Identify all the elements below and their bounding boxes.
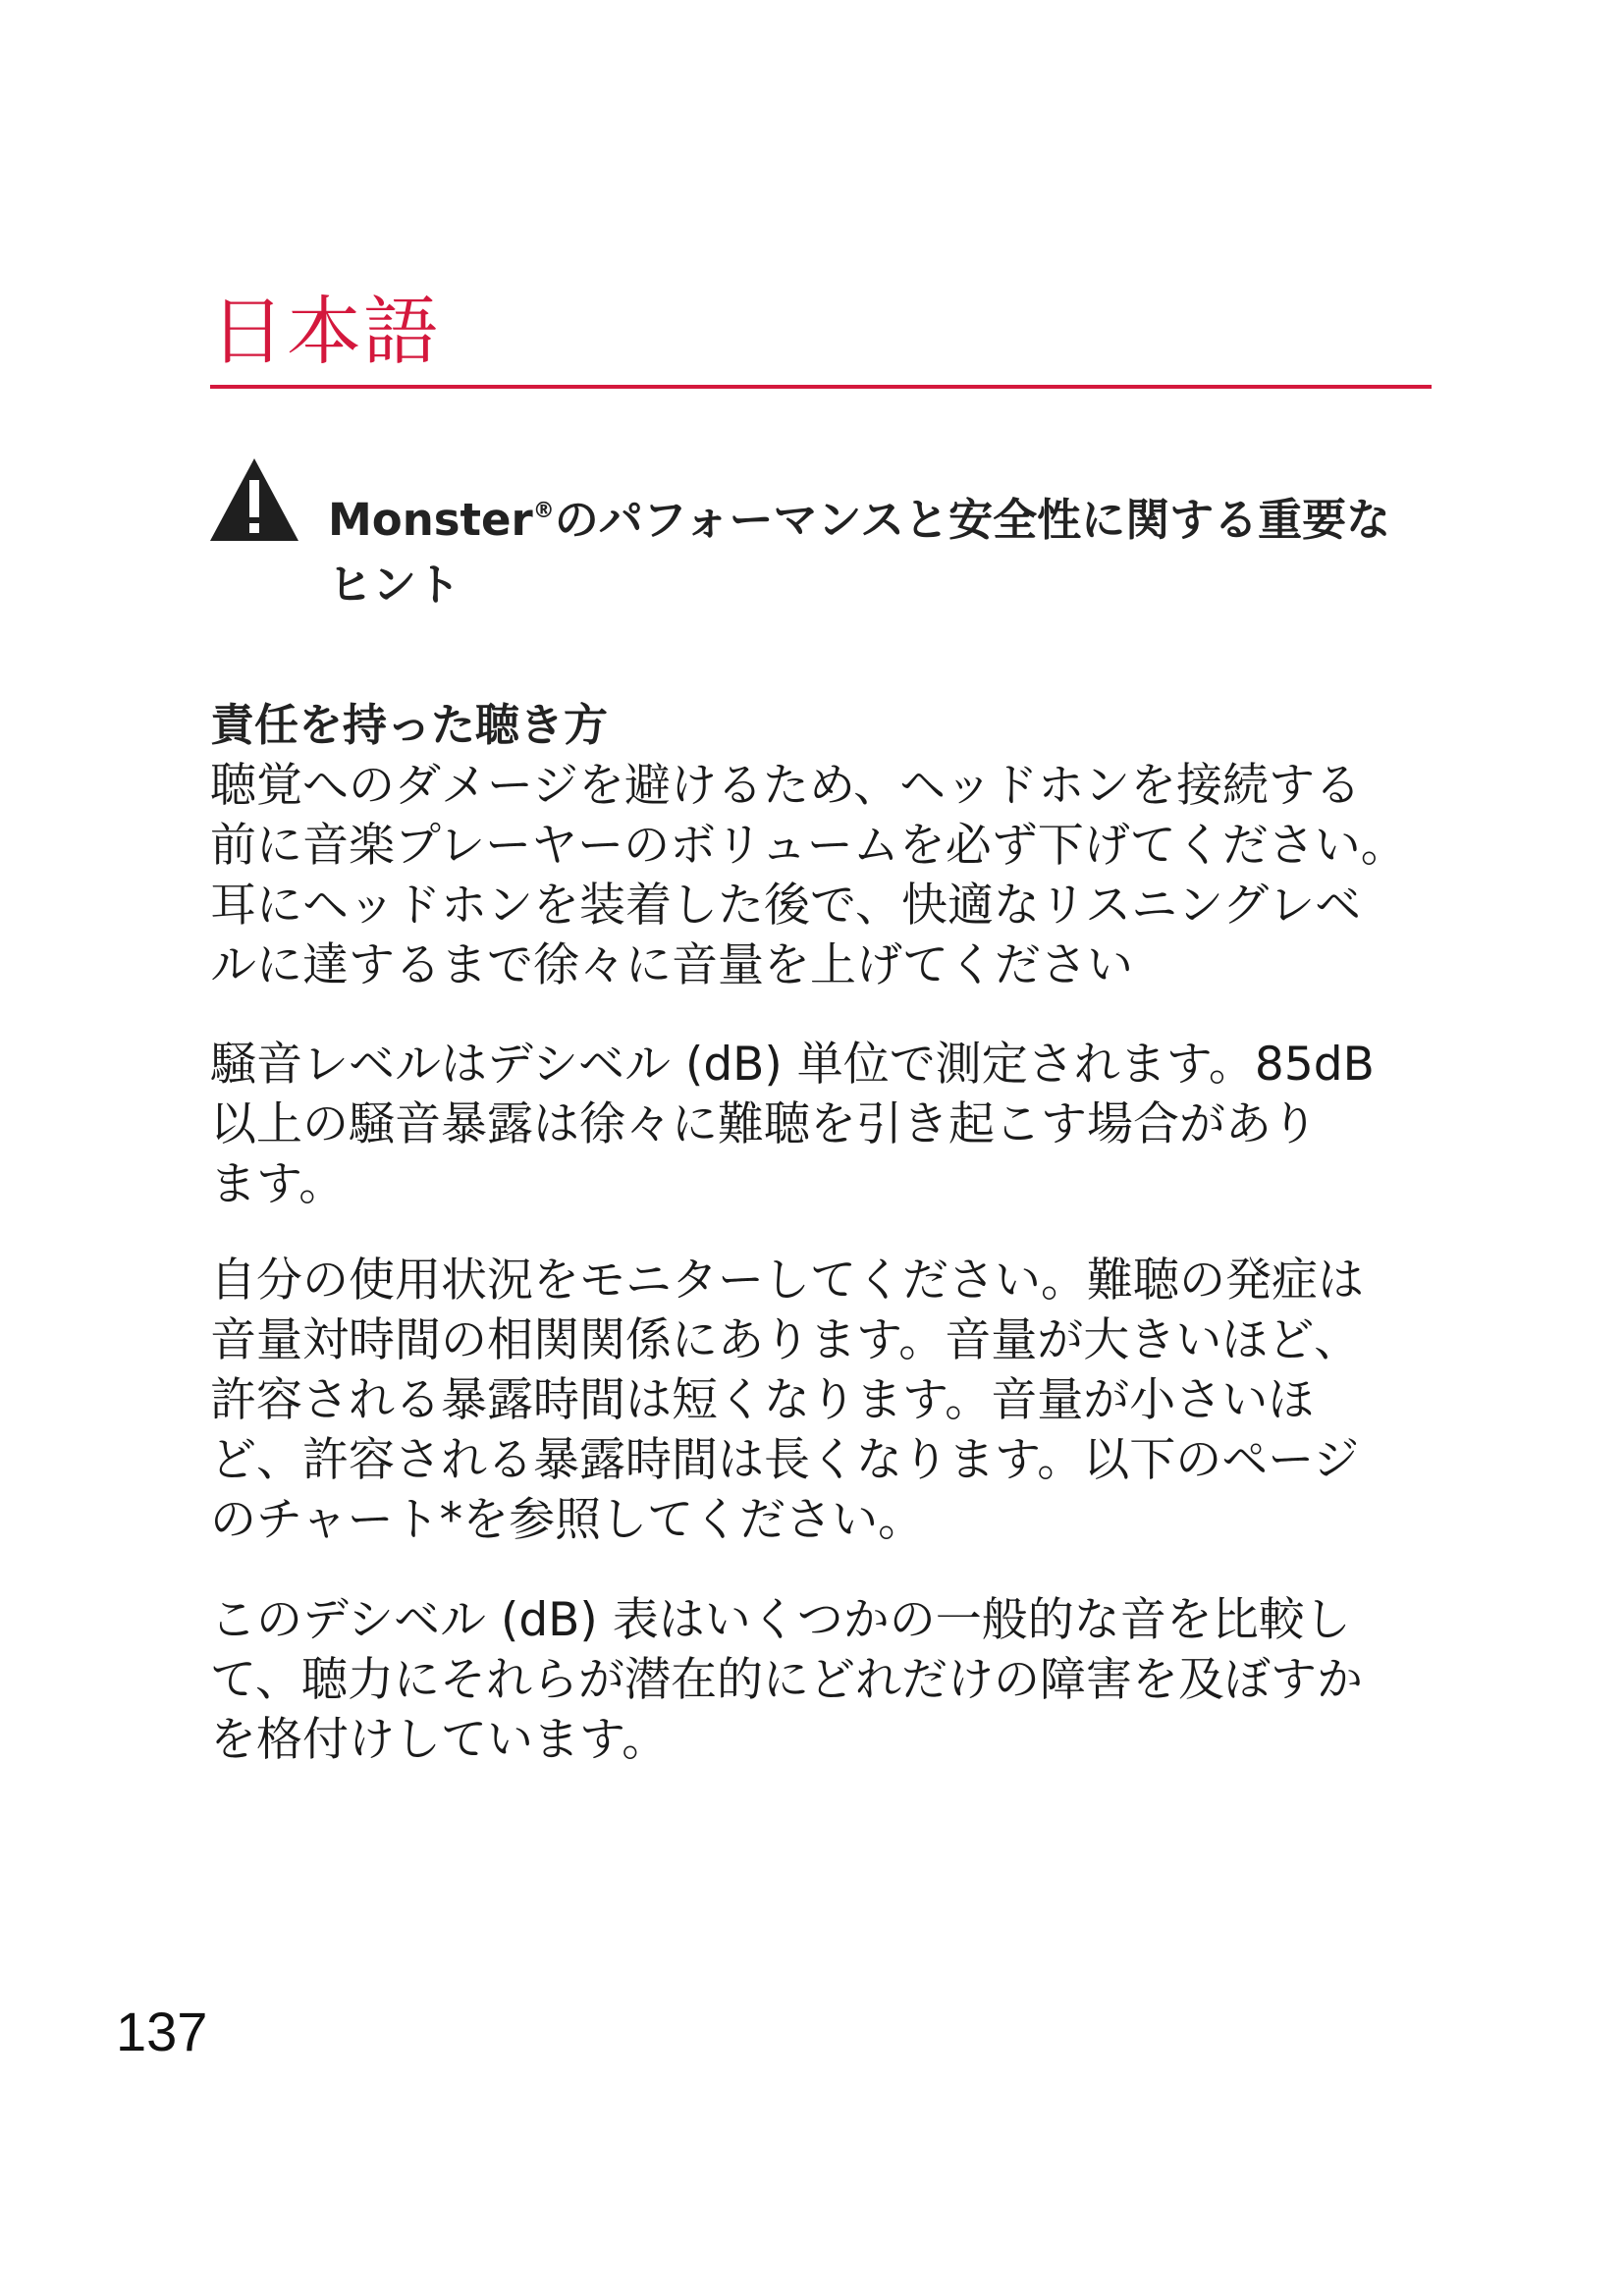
paragraph-line: 以上の騒音暴露は徐々に難聴を引き起こす場合があり [210,1097,1318,1151]
paragraph-line: を格付けしています。 [210,1713,669,1767]
paragraph-line: 聴覚へのダメージを避けるため、ヘッドホンを接続する [210,759,1362,813]
paragraph-line: このデシベル (dB) 表はいくつかの一般的な音を比較し [210,1593,1351,1647]
brand-name: Monster [328,494,533,546]
paragraph-line: のチャート*を参照してください。 [210,1493,925,1547]
warning-triangle-icon [208,456,300,543]
paragraph-line: ルに達するまで徐々に音量を上げてください [210,938,1133,992]
paragraph-line: 騒音レベルはデシベル (dB) 単位で測定されます。85dB [210,1038,1375,1092]
paragraph-line: 自分の使用状況をモニターしてください。難聴の発症は [210,1254,1364,1308]
paragraph-line: 音量対時間の相関関係にあります。音量が大きいほど、 [210,1313,1361,1367]
paragraph-line: 許容される暴露時間は短くなります。音量が小さいほ [210,1373,1315,1427]
warning-title-text: のパフォーマンスと安全性に関する重要なヒント [328,494,1391,611]
page-heading: 日本語 [210,288,440,375]
paragraph-line: 前に音楽プレーヤーのボリュームを必ず下げてください。 [210,819,1407,873]
paragraph-monitor-usage [210,1251,1428,1550]
registered-mark: ® [532,499,555,523]
page-number: 137 [116,2001,208,2062]
heading-rule [210,385,1432,389]
warning-title [328,479,1428,617]
paragraph-line: 耳にヘッドホンを装着した後で、快適なリスニングレベ [210,879,1362,933]
paragraph-volume-advice [210,756,1428,995]
paragraph-line: て、聴力にそれらが潜在的にどれだけの障害を及ぼすか [210,1653,1364,1707]
paragraph-decibel-table-intro [210,1590,1428,1770]
section-title: 責任を持った聴き方 [210,699,609,751]
paragraph-line: ど、許容される暴露時間は長くなります。以下のページ [210,1433,1360,1487]
paragraph-line: ます。 [210,1157,346,1211]
paragraph-decibel-info [210,1035,1428,1214]
